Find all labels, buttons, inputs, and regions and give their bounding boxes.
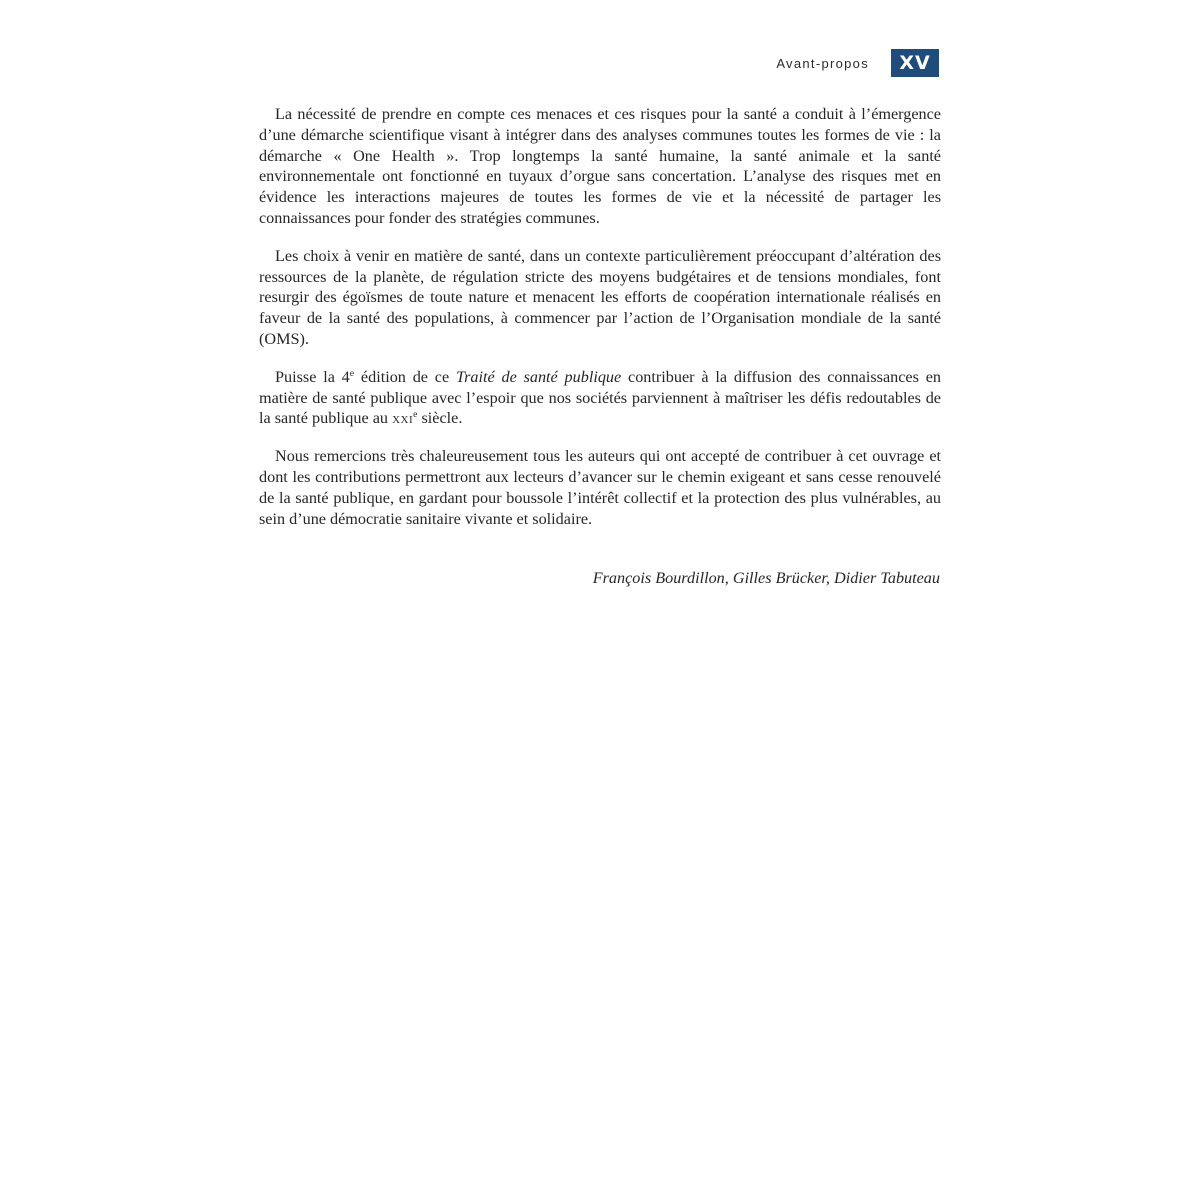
text-fragment: contribuer à la diffusion des connaissances en matière de santé publique avec l’espoir que nos sociétés parviennent à maîtriser les défis redoutables de la santé publique au xyxy=(259,367,941,428)
authors-signature: François Bourdillon, Gilles Brücker, Didier Tabuteau xyxy=(592,569,940,587)
superscript: e xyxy=(413,409,418,421)
body-text xyxy=(259,104,941,529)
text-fragment: siècle. xyxy=(417,409,463,428)
paragraph-fourth-edition xyxy=(259,367,941,429)
century-numeral: xxi xyxy=(392,409,414,428)
text-fragment: Puisse la 4 xyxy=(275,367,350,386)
section-label: Avant-propos xyxy=(776,55,869,71)
paragraph-acknowledgements: Nous remercions très chaleureusement tous les auteurs qui ont accepté de contribuer à cet ouvrage et dont les contributions permettront aux lecteurs d’avancer sur le chemin exigeant et sans cesse renouvelé de la santé publique, en gardant pour boussole l’intérêt collectif et la protection des plus vulnérables, au sein d’une démocratie sanitaire vivante et solidaire. xyxy=(259,447,941,528)
paragraph-health-choices: Les choix à venir en matière de santé, dans un contexte particulièrement préoccupant d’altération des ressources de la planète, de régulation stricte des moyens budgétaires et de tensions mondiales, font resurgir des égoïsmes de toute nature et menacent les efforts de coopération internationale réalisés en faveur de la santé des populations, à commencer par l’action de l’Organisation mondiale de la santé (OMS). xyxy=(259,246,941,348)
text-fragment: édition de ce xyxy=(354,367,456,386)
paragraph-one-health: La nécessité de prendre en compte ces menaces et ces risques pour la santé a conduit à l’émergence d’une démarche scientifique visant à intégrer dans des analyses communes toutes les formes de vie : la démarche « One Health ». Trop longtemps la santé humaine, la santé animale et la santé environnementale ont fonctionné en tuyaux d’orgue sans concertation. L’analyse des risques met en évidence les interactions majeures de toutes les formes de vie et la nécessité de partager les connaissances pour fonder des stratégies communes. xyxy=(259,105,941,227)
book-title: Traité de santé publique xyxy=(455,367,622,386)
page-number-badge: XV xyxy=(891,49,939,77)
running-header xyxy=(776,49,939,77)
superscript: e xyxy=(349,367,355,379)
